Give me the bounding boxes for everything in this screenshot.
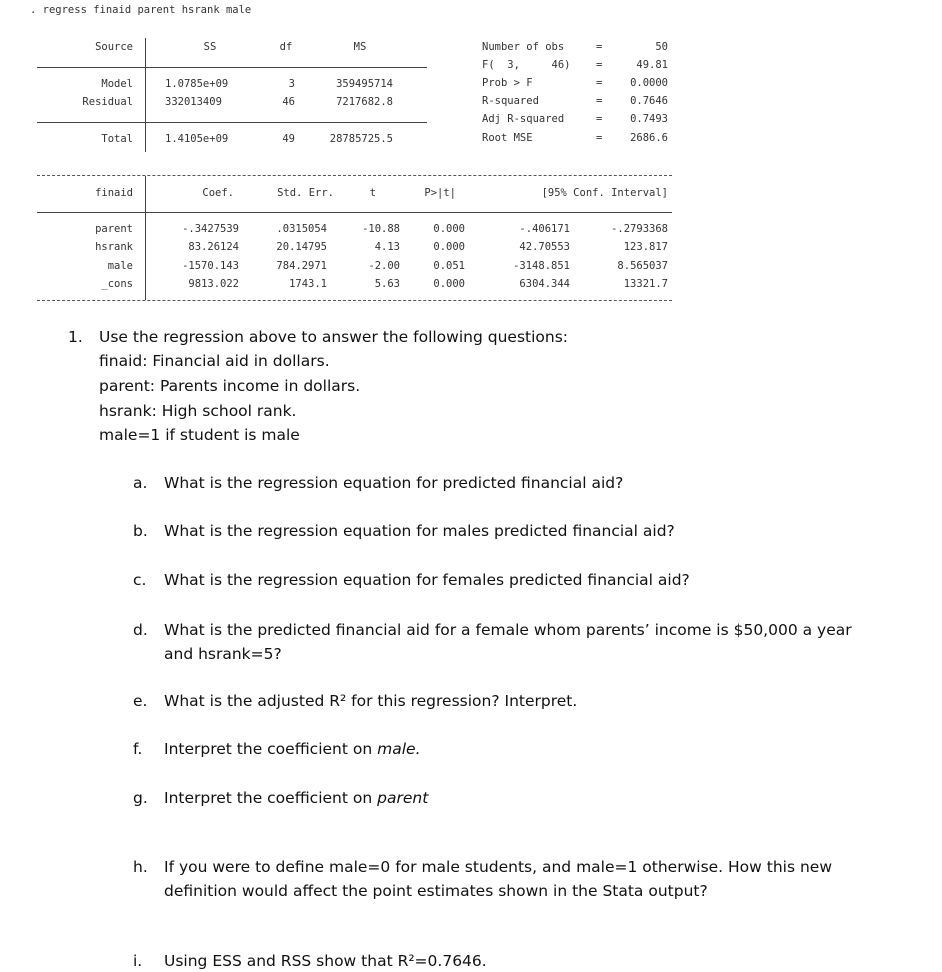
item-letter: b. — [133, 522, 148, 540]
anova-total-source: Total — [101, 133, 133, 145]
stat-label: Number of obs — [482, 41, 565, 53]
coef-row-cons-coef: 9813.022 — [188, 278, 239, 290]
stat-value: 49.81 — [636, 59, 668, 71]
coef-row-male-p: 0.051 — [433, 260, 465, 272]
coef-row-male-coef: -1570.143 — [182, 260, 239, 272]
item-text-plain: Interpret the coefficient on — [164, 740, 378, 758]
coef-header-se: Std. Err. — [277, 187, 334, 199]
stata-command: . regress finaid parent hsrank male — [30, 4, 252, 16]
coef-header-p: P>|t| — [424, 187, 456, 199]
stat-value: 50 — [655, 41, 668, 53]
coef-row-parent-var: parent — [95, 223, 133, 235]
coef-row-parent-ci-high: -.2793368 — [611, 223, 668, 235]
anova-row-residual-ss: 332013409 — [165, 96, 222, 108]
coef-row-parent-ci-low: -.406171 — [519, 223, 570, 235]
coef-row-cons-ci-low: 6304.344 — [519, 278, 570, 290]
coef-row-cons-var: _cons — [101, 278, 133, 290]
definition-parent: parent: Parents income in dollars. — [99, 377, 361, 395]
coef-row-hsrank-ci-low: 42.70553 — [519, 241, 570, 253]
item-text: What is the predicted financial aid for a female whom parents’ income is $50,000 a year — [164, 621, 852, 639]
stat-eq: = — [596, 77, 603, 89]
item-letter: h. — [133, 858, 148, 876]
anova-row-residual-df: 46 — [282, 96, 295, 108]
stat-eq: = — [596, 41, 603, 53]
anova-header-df: df — [279, 41, 293, 53]
coef-row-parent-t: -10.88 — [362, 223, 400, 235]
item-letter: g. — [133, 789, 148, 807]
coef-header-t: t — [369, 187, 376, 199]
anova-rule-header — [37, 67, 427, 68]
definition-male: male=1 if student is male — [99, 426, 300, 444]
anova-row-model-ms: 359495714 — [336, 78, 393, 90]
coef-row-hsrank-coef: 83.26124 — [188, 241, 239, 253]
coef-row-male-t: -2.00 — [368, 260, 400, 272]
anova-total-df: 49 — [282, 133, 295, 145]
coef-rule-top — [37, 175, 672, 176]
anova-row-residual-source: Residual — [82, 96, 133, 108]
item-text: What is the regression equation for females predicted financial aid? — [164, 571, 690, 589]
stat-eq: = — [596, 59, 603, 71]
question-number: 1. — [68, 328, 83, 346]
coef-row-hsrank-ci-high: 123.817 — [623, 241, 668, 253]
item-letter: a. — [133, 474, 148, 492]
item-text: Using ESS and RSS show that R²=0.7646. — [164, 952, 487, 970]
item-text-plain: Interpret the coefficient on — [164, 789, 378, 807]
anova-total-ms: 28785725.5 — [329, 133, 393, 145]
stat-value: 0.7646 — [630, 95, 668, 107]
item-letter: d. — [133, 621, 148, 639]
anova-total-ss: 1.4105e+09 — [165, 133, 229, 145]
coef-row-parent-se: .0315054 — [276, 223, 327, 235]
item-text-continued: definition would affect the point estimates shown in the Stata output? — [164, 882, 708, 900]
coef-row-hsrank-p: 0.000 — [433, 241, 465, 253]
stat-eq: = — [596, 95, 603, 107]
anova-row-model-source: Model — [101, 78, 133, 90]
stat-label: Root MSE — [482, 132, 533, 144]
item-text-emphasis: male. — [377, 740, 421, 758]
coef-divider — [145, 176, 146, 300]
item-letter: c. — [133, 571, 147, 589]
item-text: What is the adjusted R² for this regression? Interpret. — [164, 692, 578, 710]
coef-row-hsrank-t: 4.13 — [374, 241, 400, 253]
item-letter: f. — [133, 740, 143, 758]
anova-rule-total — [37, 122, 427, 123]
coef-row-hsrank-var: hsrank — [95, 241, 133, 253]
coef-header-var: finaid — [95, 187, 133, 199]
item-text: What is the regression equation for males predicted financial aid? — [164, 522, 675, 540]
stat-label: F( 3, 46) — [482, 59, 571, 71]
coef-row-male-se: 784.2971 — [276, 260, 327, 272]
coef-rule-bottom — [37, 300, 672, 301]
coef-row-cons-ci-high: 13321.7 — [623, 278, 668, 290]
item-letter: i. — [133, 952, 143, 970]
anova-row-model-ss: 1.0785e+09 — [165, 78, 229, 90]
item-letter: e. — [133, 692, 148, 710]
stat-label: R-squared — [482, 95, 539, 107]
anova-header-source: Source — [95, 41, 133, 53]
definition-finaid: finaid: Financial aid in dollars. — [99, 352, 330, 370]
coef-row-parent-coef: -.3427539 — [182, 223, 239, 235]
stat-label: Prob > F — [482, 77, 533, 89]
coef-row-male-ci-high: 8.565037 — [617, 260, 668, 272]
coef-row-hsrank-se: 20.14795 — [276, 241, 327, 253]
question-intro: Use the regression above to answer the following questions: — [99, 328, 569, 346]
stat-eq: = — [596, 113, 603, 125]
anova-row-residual-ms: 7217682.8 — [336, 96, 393, 108]
item-text — [164, 739, 421, 759]
stat-eq: = — [596, 132, 603, 144]
stat-value: 0.0000 — [630, 77, 668, 89]
item-text-emphasis: parent — [377, 789, 429, 807]
anova-row-model-df: 3 — [288, 78, 295, 90]
stat-value: 0.7493 — [630, 113, 668, 125]
item-text: What is the regression equation for predicted financial aid? — [164, 474, 624, 492]
coef-row-cons-se: 1743.1 — [289, 278, 327, 290]
stat-value: 2686.6 — [630, 132, 668, 144]
coef-row-parent-p: 0.000 — [433, 223, 465, 235]
anova-header-ss: SS — [203, 41, 217, 53]
coef-row-male-var: male — [107, 260, 133, 272]
item-text: If you were to define male=0 for male students, and male=1 otherwise. How this new — [164, 858, 833, 876]
coef-row-cons-p: 0.000 — [433, 278, 465, 290]
coef-header-ci: [95% Conf. Interval] — [541, 187, 668, 199]
item-text — [164, 788, 428, 808]
stat-label: Adj R-squared — [482, 113, 565, 125]
coef-row-cons-t: 5.63 — [374, 278, 400, 290]
coef-header-coef: Coef. — [202, 187, 234, 199]
anova-header-ms: MS — [353, 41, 367, 53]
anova-divider — [145, 38, 146, 152]
item-text-continued: and hsrank=5? — [164, 645, 282, 663]
coef-rule-header — [37, 212, 672, 213]
coef-row-male-ci-low: -3148.851 — [513, 260, 570, 272]
definition-hsrank: hsrank: High school rank. — [99, 402, 297, 420]
